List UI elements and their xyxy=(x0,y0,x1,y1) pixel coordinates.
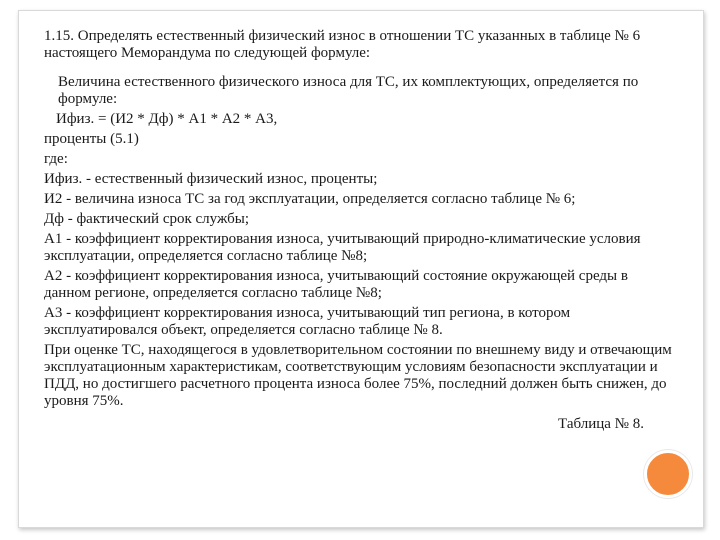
definition-a2: А2 - коэффициент корректирования износа, учитывающий состояние окружающей среды в данном регионе, определяется согласно таблице №8; xyxy=(44,268,628,301)
section-heading: 1.15. Определять естественный физический износ в отношении ТС указанных в таблице № 6 настоящего Меморандума по следующей формуле: xyxy=(44,28,641,61)
paragraph-assessment: При оценке ТС, находящегося в удовлетворительном состоянии по внешнему виду и отвечающим эксплуатационным характеристикам, соответствующим условиям безопасности эксплуатации и ПДД, но достигшего расчетного процента износа более 75%, последний должен быть снижен, до уровня 75%. xyxy=(44,342,672,409)
document-body xyxy=(44,28,674,433)
definition-a3: А3 - коэффициент корректирования износа, учитывающий тип региона, в котором эксплуатировался объект, определяется согласно таблице № 8. xyxy=(44,305,571,338)
definition-df: Дф - фактический срок службы; xyxy=(44,211,250,227)
definition-ifiz: Ифиз. - естественный физический износ, проценты; xyxy=(44,171,378,187)
paragraph-intro: Величина естественного физического износа для ТС, их комплектующих, определяется по формуле: xyxy=(58,74,639,107)
formula: Ифиз. = (И2 * Дф) * А1 * А2 * А3, xyxy=(56,111,278,127)
formula-units: проценты (5.1) xyxy=(44,131,139,147)
where-label: где: xyxy=(44,151,68,167)
definition-a1: А1 - коэффициент корректирования износа, учитывающий природно-климатические условия эксплуатации, определяется согласно таблице №8; xyxy=(44,231,641,264)
table-reference: Таблица № 8. xyxy=(558,416,644,432)
accent-circle-decoration xyxy=(644,450,692,498)
definition-i2: И2 - величина износа ТС за год эксплуатации, определяется согласно таблице № 6; xyxy=(44,191,576,207)
